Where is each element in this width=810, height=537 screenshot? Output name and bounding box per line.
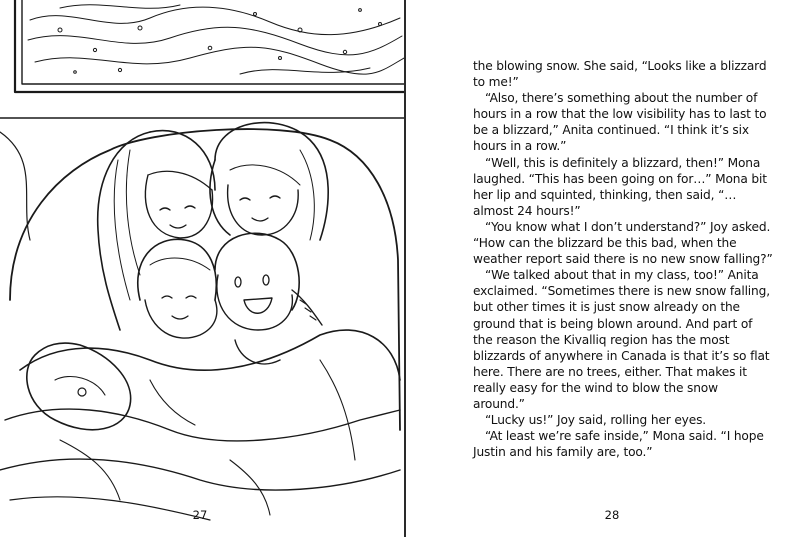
paragraph: “We talked about that in my class, too!” Anita exclaimed. “Sometimes there is new snow falling, but other times it is just snow already on the ground that is being blown around. And part of the reason the Kivalliq region has the most blizzards of anywhere in Canada is that it’s so flat here. There are no trees, either. That makes it really easy for the wind to blow the snow around.” — [473, 268, 770, 411]
paragraph: the blowing snow. She said, “Looks like a blizzard to me!” — [473, 59, 767, 90]
paragraph: “Also, there’s something about the number of hours in a row that the low visibility has to last to be a blizzard,” Anita continued. “I think it’s six hours in a row.” — [473, 91, 767, 154]
adult-left — [98, 131, 215, 330]
window — [15, 0, 404, 92]
paragraph: “At least we’re safe inside,” Mona said. “I hope Justin and his family are, too.” — [473, 429, 764, 460]
pillow — [27, 343, 131, 430]
page-number-right: 28 — [604, 508, 620, 522]
coloring-illustration — [0, 0, 404, 537]
blanket — [0, 330, 400, 520]
adult-right — [210, 123, 328, 240]
paragraph: “You know what I don’t understand?” Joy asked. “How can the blizzard be this bad, when the weather report said there is no new snow falling?” — [473, 219, 773, 267]
story-text — [473, 58, 773, 460]
child-right — [215, 233, 322, 364]
right-page — [406, 0, 810, 537]
child-left — [138, 239, 217, 338]
paragraph: “Well, this is definitely a blizzard, then!” Mona laughed. “This has been going on for…” Mona bit her lip and squinted, thinking, then said, “…almost 24 hours!” — [473, 155, 767, 218]
paragraph: “Lucky us!” Joy said, rolling her eyes. — [485, 413, 707, 428]
page-number-left: 27 — [192, 508, 208, 522]
